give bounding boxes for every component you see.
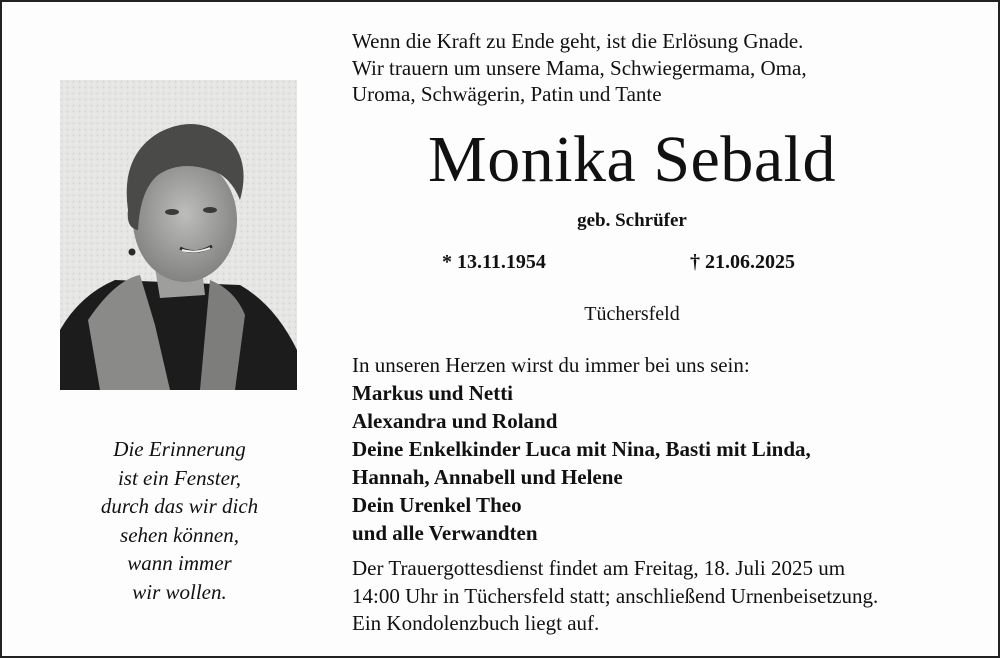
quote-line: wir wollen. (132, 579, 227, 604)
intro-line: Wir trauern um unsere Mama, Schwiegermama, Oma, (352, 55, 807, 80)
mourner-line: Markus und Netti (352, 381, 514, 405)
service-line: Der Trauergottesdienst findet am Freitag, 18. Juli 2025 um (352, 556, 846, 580)
deceased-name: Monika Sebald (428, 123, 836, 196)
service-line: 14:00 Uhr in Tüchersfeld statt; anschließend Urnenbeisetzung. (352, 583, 879, 608)
mourners-list (352, 351, 972, 547)
mourners-lead: In unseren Herzen wirst du immer bei uns sein: (352, 353, 750, 377)
intro-text (352, 28, 972, 108)
service-line: Ein Kondolenzbuch liegt auf. (352, 611, 600, 635)
memorial-quote (62, 435, 297, 606)
place-name: Tüchersfeld (584, 303, 680, 325)
mourner-line: und alle Verwandten (352, 521, 538, 545)
portrait-photo (60, 80, 297, 390)
mourner-line: Alexandra und Roland (352, 409, 558, 433)
intro-line: Uroma, Schwägerin, Patin und Tante (352, 82, 662, 106)
service-info (352, 555, 972, 638)
portrait-image (60, 80, 297, 390)
death-date: † 21.06.2025 (690, 251, 795, 273)
quote-line: wann immer (127, 551, 232, 575)
mourner-line: Hannah, Annabell und Helene (352, 465, 623, 489)
quote-line: Die Erinnerung (113, 437, 246, 461)
mourner-line: Dein Urenkel Theo (352, 493, 522, 517)
birth-date: * 13.11.1954 (442, 251, 546, 273)
quote-line: durch das wir dich (100, 494, 259, 518)
intro-line: Wenn die Kraft zu Ende geht, ist die Erlösung Gnade. (352, 29, 804, 53)
quote-line: sehen können, (120, 522, 239, 547)
mourner-line: Deine Enkelkinder Luca mit Nina, Basti mit Linda, (352, 437, 811, 461)
quote-line: ist ein Fenster, (117, 465, 242, 490)
birth-name: geb. Schrüfer (577, 210, 687, 231)
